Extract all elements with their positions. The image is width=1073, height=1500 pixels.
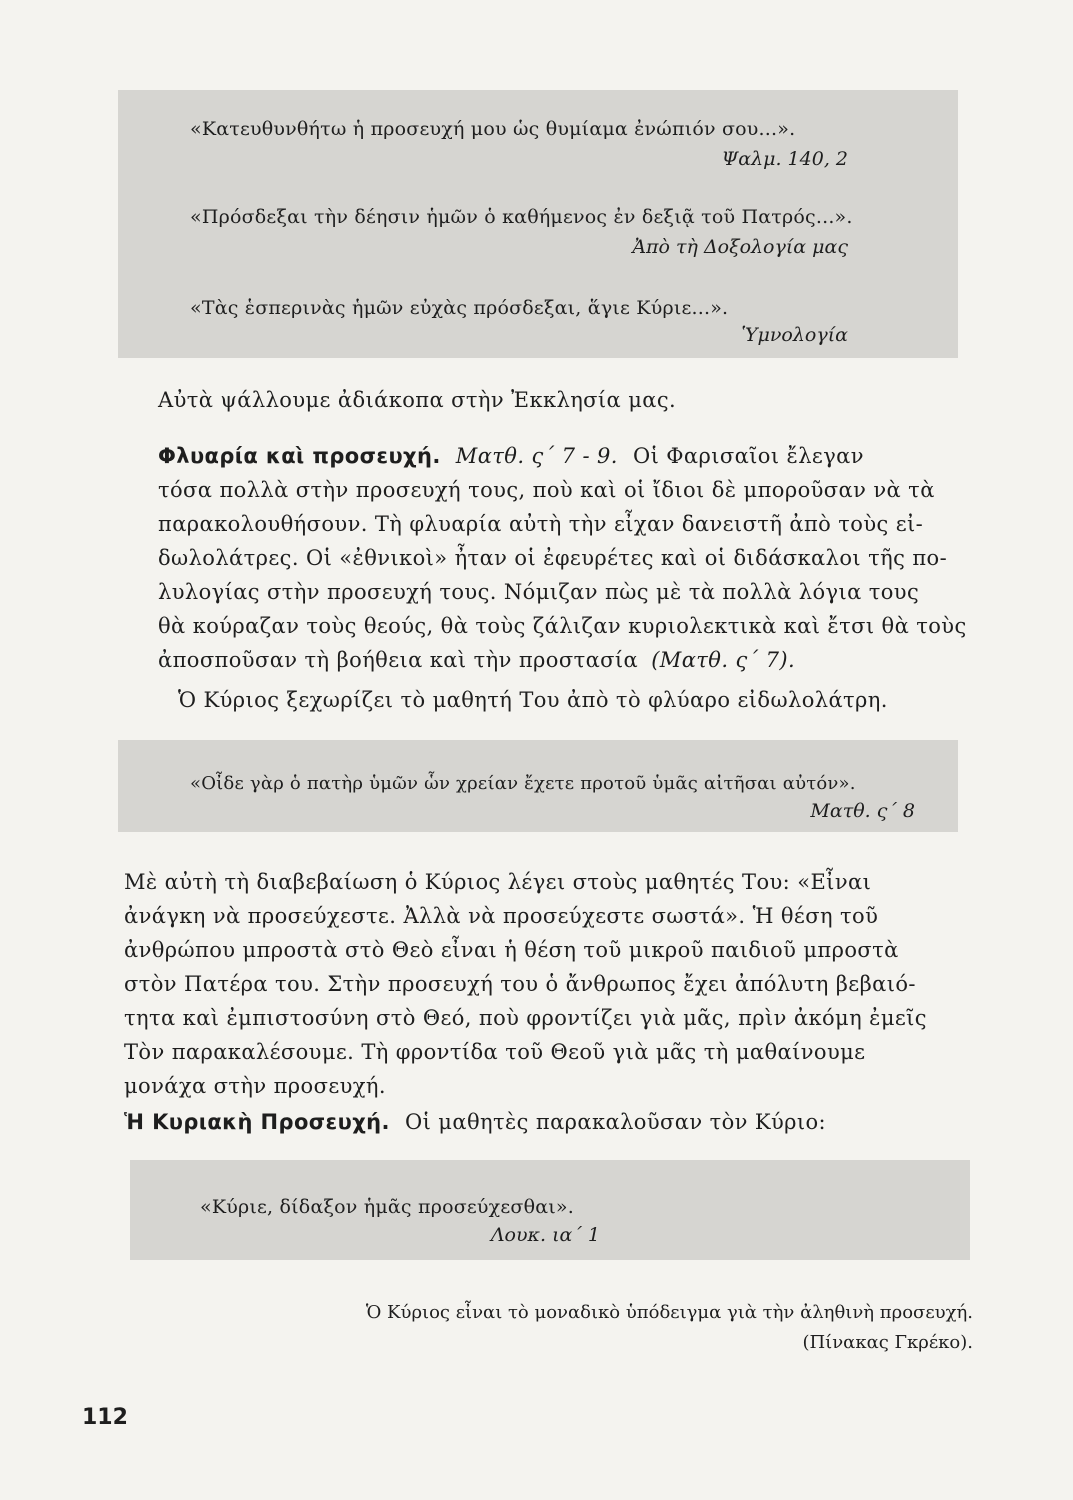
body-line: θὰ κούραζαν τοὺς θεούς, θὰ τοὺς ζάλιζαν κυριολεκτικὰ καὶ ἔτσι θὰ τοὺς [158,614,967,638]
body-line: μονάχα στὴν προσευχή. [124,1074,386,1098]
reference-matthew-6-7: (Ματθ. ς΄ 7). [651,648,796,672]
body-line-last [158,648,795,672]
body-line: δωλολάτρες. Οἱ «ἐθνικοὶ» ἦταν οἱ ἐφευρέτες καὶ οἱ διδάσκαλοι τῆς πο- [158,546,948,570]
quote-father-knows: «Οἶδε γὰρ ὁ πατὴρ ὑμῶν ὧν χρείαν ἔχετε προτοῦ ὑμᾶς αἰτῆσαι αὐτόν». [190,773,856,794]
body-line: τόσα πολλὰ στὴν προσευχή τους, ποὺ καὶ οἱ ἴδιοι δὲ μποροῦσαν νὰ τὰ [158,478,935,502]
source-luke-11-1: Λουκ. ια΄ 1 [490,1224,600,1246]
reference-matthew-6-7-9: Ματθ. ς΄ 7 - 9. [455,444,618,468]
body-line: Μὲ αὐτὴ τὴ διαβεβαίωση ὁ Κύριος λέγει στοὺς μαθητές Του: «Εἶναι [124,870,872,894]
paragraph-chant: Αὐτὰ ψάλλουμε ἀδιάκοπα στὴν Ἐκκλησία μας. [158,388,677,412]
quote-doxology: «Πρόσδεξαι τὴν δέησιν ἡμῶν ὁ καθήμενος ἐν δεξιᾷ τοῦ Πατρός...». [190,206,853,228]
section-text-start: Οἱ Φαρισαῖοι ἔλεγαν [632,444,864,468]
paragraph-closing: Ὁ Κύριος ξεχωρίζει τὸ μαθητή Του ἀπὸ τὸ φλύαρο εἰδωλολάτρη. [178,688,888,712]
section-heading-babbling: Φλυαρία καὶ προσευχή. [158,444,441,468]
body-line: ἀνάγκη νὰ προσεύχεστε. Ἀλλὰ νὰ προσεύχεστε σωστά». Ἡ θέση τοῦ [124,904,879,928]
section-heading-lords-prayer: Ἡ Κυριακὴ Προσευχή. [124,1110,390,1134]
body-line: στὸν Πατέρα του. Στὴν προσευχή του ὁ ἄνθρωπος ἔχει ἀπόλυτη βεβαιό- [124,972,916,996]
body-line: λυλογίας στὴν προσευχή τους. Νόμιζαν πὼς μὲ τὰ πολλὰ λόγια τους [158,580,920,604]
body-text: ἀποσποῦσαν τὴ βοήθεια καὶ τὴν προστασία [158,648,639,672]
image-caption-line-1: Ὁ Κύριος εἶναι τὸ μοναδικὸ ὑπόδειγμα γιὰ τὴν ἀληθινὴ προσευχή. [365,1302,973,1323]
body-line: ἀνθρώπου μπροστὰ στὸ Θεὸ εἶναι ἡ θέση τοῦ μικροῦ παιδιοῦ μπροστὰ [124,938,899,962]
quote-psalm: «Κατευθυνθήτω ἡ προσευχή μου ὡς θυμίαμα ἐνώπιόν σου...». [190,118,796,140]
quote-teach-us-to-pray: «Κύριε, δίδαξον ἡμᾶς προσεύχεσθαι». [200,1196,574,1218]
section-lords-prayer-line [124,1110,826,1134]
image-caption-line-2: (Πίνακας Γκρέκο). [802,1332,973,1353]
quote-vespers: «Τὰς ἑσπερινὰς ἡμῶν εὐχὰς πρόσδεξαι, ἅγιε Κύριε...». [190,297,729,319]
source-doxology: Ἀπὸ τὴ Δοξολογία μας [632,236,848,258]
source-matthew-6-8: Ματθ. ς΄ 8 [810,800,915,822]
body-line: Τὸν παρακαλέσουμε. Τὴ φροντίδα τοῦ Θεοῦ γιὰ μᾶς τὴ μαθαίνουμε [124,1040,866,1064]
section-text: Οἱ μαθητὲς παρακαλοῦσαν τὸν Κύριο: [404,1110,827,1134]
body-line: παρακολουθήσουν. Τὴ φλυαρία αὐτὴ τὴν εἶχαν δανειστῆ ἀπὸ τοὺς εἰ- [158,512,924,536]
section-babbling-line-1 [158,444,864,468]
source-psalm: Ψαλμ. 140, 2 [721,148,848,170]
source-hymnology: Ὑμνολογία [741,324,848,346]
page-number: 112 [82,1405,128,1430]
body-line: τητα καὶ ἐμπιστοσύνη στὸ Θεό, ποὺ φροντίζει γιὰ μᾶς, πρὶν ἀκόμη ἐμεῖς [124,1006,927,1030]
